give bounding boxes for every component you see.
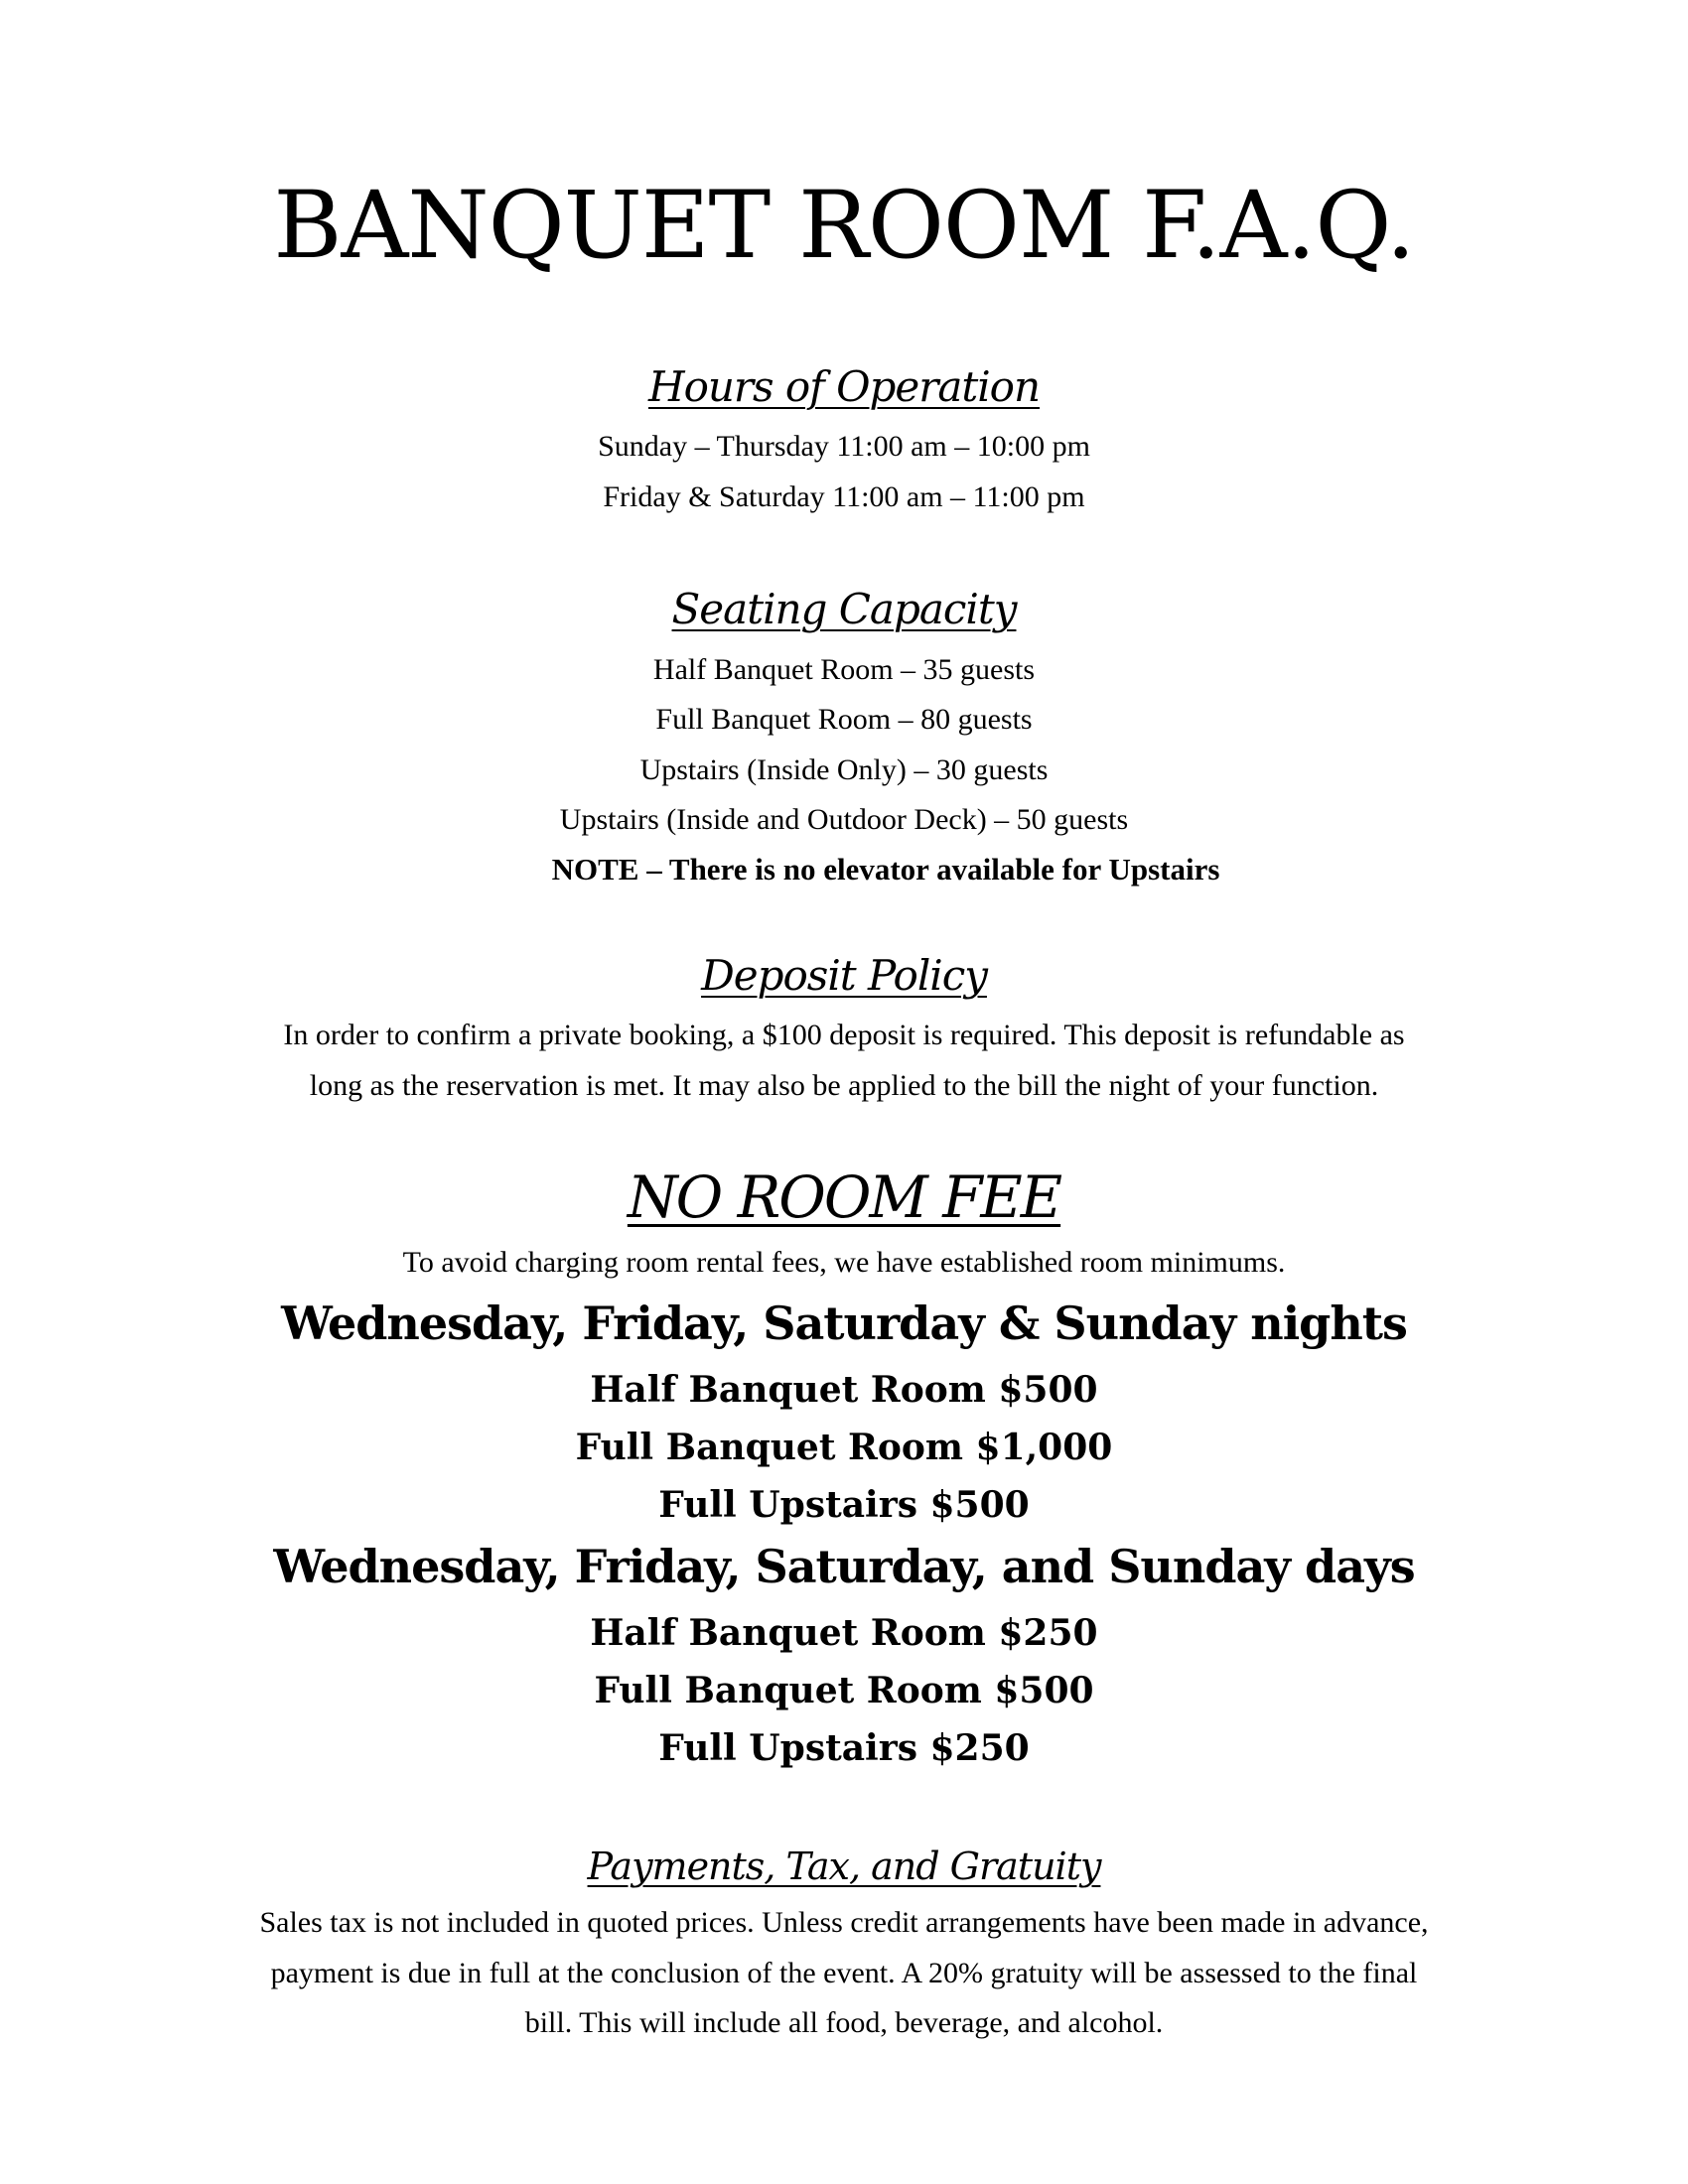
nights-title: Wednesday, Friday, Saturday & Sunday nights xyxy=(281,1297,1407,1350)
nights-item-full-upstairs: Full Upstairs $500 xyxy=(658,1484,1030,1526)
payments-line-2: payment is due in full at the conclusion of the event. A 20% gratuity will be assessed to the final xyxy=(270,1957,1418,1989)
seating-note: NOTE – There is no elevator available for Upstairs xyxy=(551,852,1220,887)
seating-line-upstairs-inside: Upstairs (Inside Only) – 30 guests xyxy=(639,753,1049,786)
deposit-heading: Deposit Policy xyxy=(701,951,987,1000)
days-item-full-upstairs: Full Upstairs $250 xyxy=(658,1727,1030,1769)
room-fee-intro: To avoid charging room rental fees, we have established room minimums. xyxy=(402,1246,1286,1279)
days-item-half-banquet: Half Banquet Room $250 xyxy=(590,1612,1098,1654)
deposit-line-2: long as the reservation is met. It may also be applied to the bill the night of your function. xyxy=(309,1069,1379,1102)
hours-line-weekend: Friday & Saturday 11:00 am – 11:00 pm xyxy=(603,480,1085,513)
seating-line-half-banquet: Half Banquet Room – 35 guests xyxy=(652,653,1036,686)
nights-item-full-banquet: Full Banquet Room $1,000 xyxy=(575,1427,1113,1468)
hours-heading: Hours of Operation xyxy=(647,362,1041,411)
payments-line-1: Sales tax is not included in quoted prices. Unless credit arrangements have been made in advance, xyxy=(259,1906,1429,1939)
deposit-line-1: In order to confirm a private booking, a $100 deposit is required. This deposit is refundable as xyxy=(283,1019,1405,1051)
nights-item-half-banquet: Half Banquet Room $500 xyxy=(590,1369,1098,1411)
room-fee-heading: NO ROOM FEE xyxy=(627,1163,1061,1231)
days-item-full-banquet: Full Banquet Room $500 xyxy=(594,1670,1094,1711)
payments-line-3: bill. This will include all food, beverage, and alcohol. xyxy=(524,2006,1164,2039)
page-title: BANQUET ROOM F.A.Q. xyxy=(273,172,1415,280)
payments-heading: Payments, Tax, and Gratuity xyxy=(587,1844,1101,1888)
seating-line-full-banquet: Full Banquet Room – 80 guests xyxy=(655,703,1033,736)
seating-line-upstairs-deck: Upstairs (Inside and Outdoor Deck) – 50 guests xyxy=(559,803,1129,836)
hours-line-weekday: Sunday – Thursday 11:00 am – 10:00 pm xyxy=(598,430,1090,463)
seating-heading: Seating Capacity xyxy=(671,585,1017,633)
days-title: Wednesday, Friday, Saturday, and Sunday days xyxy=(273,1540,1415,1593)
